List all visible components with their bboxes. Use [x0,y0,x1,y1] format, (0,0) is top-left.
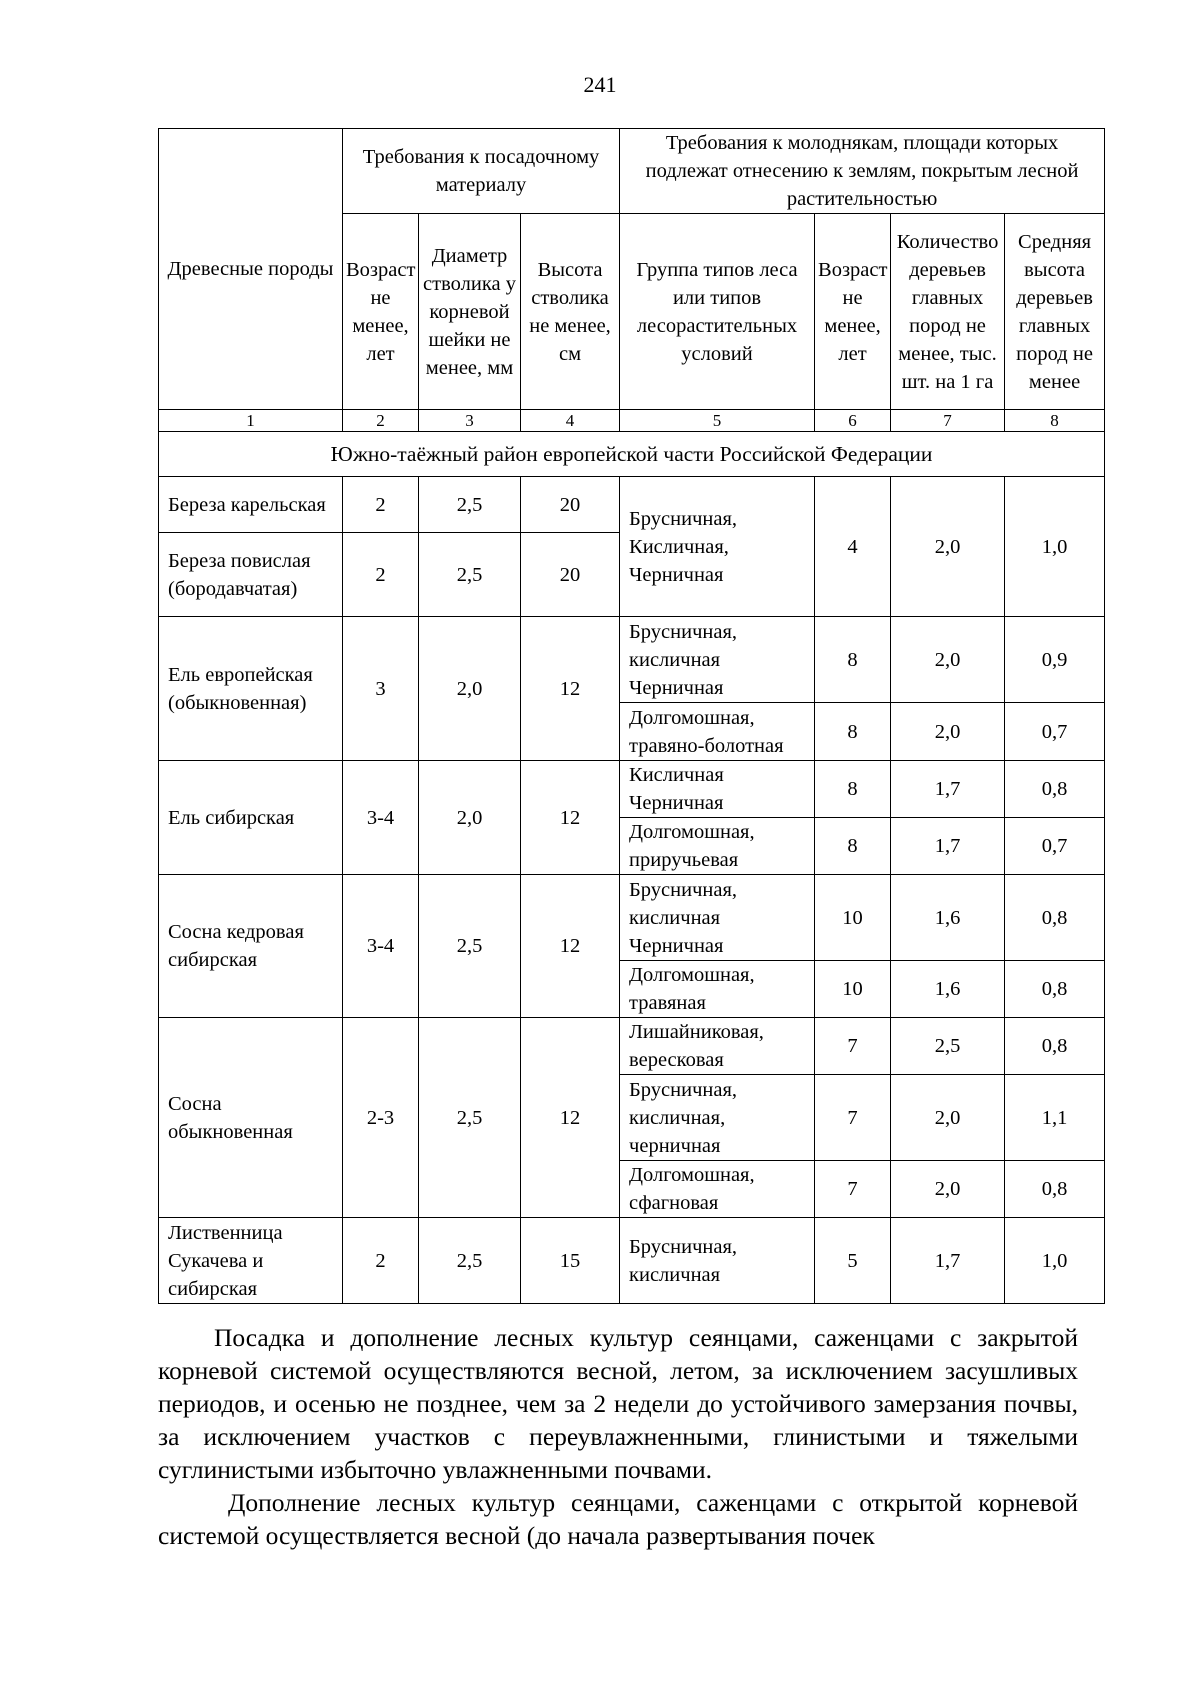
header-age: Возраст не менее, лет [343,214,419,410]
forest-type: Долгомошная, травяно-болотная [620,703,815,761]
paragraph: Посадка и дополнение лесных культур сеянцами, саженцами с закрытой корневой системой осуществляются весной, летом, за исключением засушливых периодов, и осенью не позднее, чем за 2 недели до устойчивого замерзания почвы, за исключением участков с переувлажненными, глинистыми и тяжелыми суглинистыми избыточно увлажненными почвами. [158,1323,1078,1484]
forest-type: Лишайниковая, вересковая [620,1018,815,1075]
species-name: Береза карельская [159,477,343,533]
forest-type: Брусничная, кисличная, черничная [620,1075,815,1161]
forest-type: Брусничная, кисличная Черничная [620,875,815,961]
planting-height: 12 [521,875,620,1018]
tree-count: 1,7 [891,818,1005,875]
planting-age: 2 [343,1218,419,1304]
planting-diameter: 2,0 [419,617,521,761]
planting-height: 12 [521,761,620,875]
planting-diameter: 2,5 [419,1218,521,1304]
header-tree-count: Количество деревьев главных пород не менее, тыс. шт. на 1 га [891,214,1005,410]
young-age: 10 [815,961,891,1018]
avg-height: 0,9 [1005,617,1105,703]
page-number: 241 [583,72,617,97]
paragraph: Дополнение лесных культур сеянцами, саженцами с открытой корневой системой осуществляется весной (до начала развертывания почек [158,1488,1078,1550]
planting-height: 12 [521,1018,620,1218]
header-young-age: Возраст не менее, лет [815,214,891,410]
tree-count: 2,5 [891,1018,1005,1075]
header-diameter: Диаметр стволика у корневой шейки не менее, мм [419,214,521,410]
column-number: 4 [521,410,620,432]
planting-height: 12 [521,617,620,761]
column-number: 2 [343,410,419,432]
young-age: 10 [815,875,891,961]
requirements-table [158,128,1105,1304]
species-name: Береза повислая (бородавчатая) [159,533,343,617]
planting-height: 15 [521,1218,620,1304]
avg-height: 1,1 [1005,1075,1105,1161]
young-age: 8 [815,818,891,875]
young-age: 7 [815,1018,891,1075]
header-young-stands: Требования к молоднякам, площади которых подлежат отнесению к землям, покрытым лесной растительностью [620,129,1105,214]
forest-type: Долгомошная, приручьевая [620,818,815,875]
forest-type: Брусничная, Кисличная, Черничная [620,477,815,617]
header-forest-type: Группа типов леса или типов лесорастительных условий [620,214,815,410]
tree-count: 1,6 [891,961,1005,1018]
species-name: Лиственница Сукачева и сибирская [159,1218,343,1304]
tree-count: 1,7 [891,761,1005,818]
forest-type: Кисличная Черничная [620,761,815,818]
avg-height: 0,7 [1005,703,1105,761]
avg-height: 0,8 [1005,761,1105,818]
column-number: 5 [620,410,815,432]
tree-count: 2,0 [891,1161,1005,1218]
young-age: 4 [815,477,891,617]
forest-type: Брусничная, кисличная Черничная [620,617,815,703]
forest-type: Брусничная, кисличная [620,1218,815,1304]
body-text [158,1321,1078,1552]
header-planting-material: Требования к посадочному материалу [343,129,620,214]
header-avg-height: Средняя высота деревьев главных пород не менее [1005,214,1105,410]
planting-diameter: 2,0 [419,761,521,875]
young-age: 8 [815,617,891,703]
tree-count: 2,0 [891,617,1005,703]
column-number: 1 [159,410,343,432]
column-number: 6 [815,410,891,432]
tree-count: 2,0 [891,477,1005,617]
young-age: 7 [815,1075,891,1161]
species-name: Сосна кедровая сибирская [159,875,343,1018]
avg-height: 0,8 [1005,1161,1105,1218]
forest-type: Долгомошная, травяная [620,961,815,1018]
avg-height: 1,0 [1005,1218,1105,1304]
young-age: 5 [815,1218,891,1304]
planting-age: 2 [343,533,419,617]
avg-height: 0,7 [1005,818,1105,875]
planting-age: 3-4 [343,875,419,1018]
species-name: Сосна обыкновенная [159,1018,343,1218]
planting-diameter: 2,5 [419,477,521,533]
forest-type: Долгомошная, сфагновая [620,1161,815,1218]
region-heading: Южно-таёжный район европейской части Российской Федерации [159,432,1105,477]
tree-count: 1,7 [891,1218,1005,1304]
species-name: Ель европейская (обыкновенная) [159,617,343,761]
header-species: Древесные породы [159,129,343,410]
header-height: Высота стволика не менее, см [521,214,620,410]
planting-diameter: 2,5 [419,533,521,617]
column-number: 7 [891,410,1005,432]
column-number: 3 [419,410,521,432]
young-age: 8 [815,703,891,761]
planting-height: 20 [521,477,620,533]
avg-height: 0,8 [1005,1018,1105,1075]
planting-age: 3 [343,617,419,761]
tree-count: 1,6 [891,875,1005,961]
planting-age: 3-4 [343,761,419,875]
avg-height: 1,0 [1005,477,1105,617]
avg-height: 0,8 [1005,961,1105,1018]
tree-count: 2,0 [891,703,1005,761]
planting-height: 20 [521,533,620,617]
planting-diameter: 2,5 [419,875,521,1018]
planting-diameter: 2,5 [419,1018,521,1218]
avg-height: 0,8 [1005,875,1105,961]
young-age: 8 [815,761,891,818]
species-name: Ель сибирская [159,761,343,875]
planting-age: 2-3 [343,1018,419,1218]
planting-age: 2 [343,477,419,533]
column-number: 8 [1005,410,1105,432]
young-age: 7 [815,1161,891,1218]
tree-count: 2,0 [891,1075,1005,1161]
